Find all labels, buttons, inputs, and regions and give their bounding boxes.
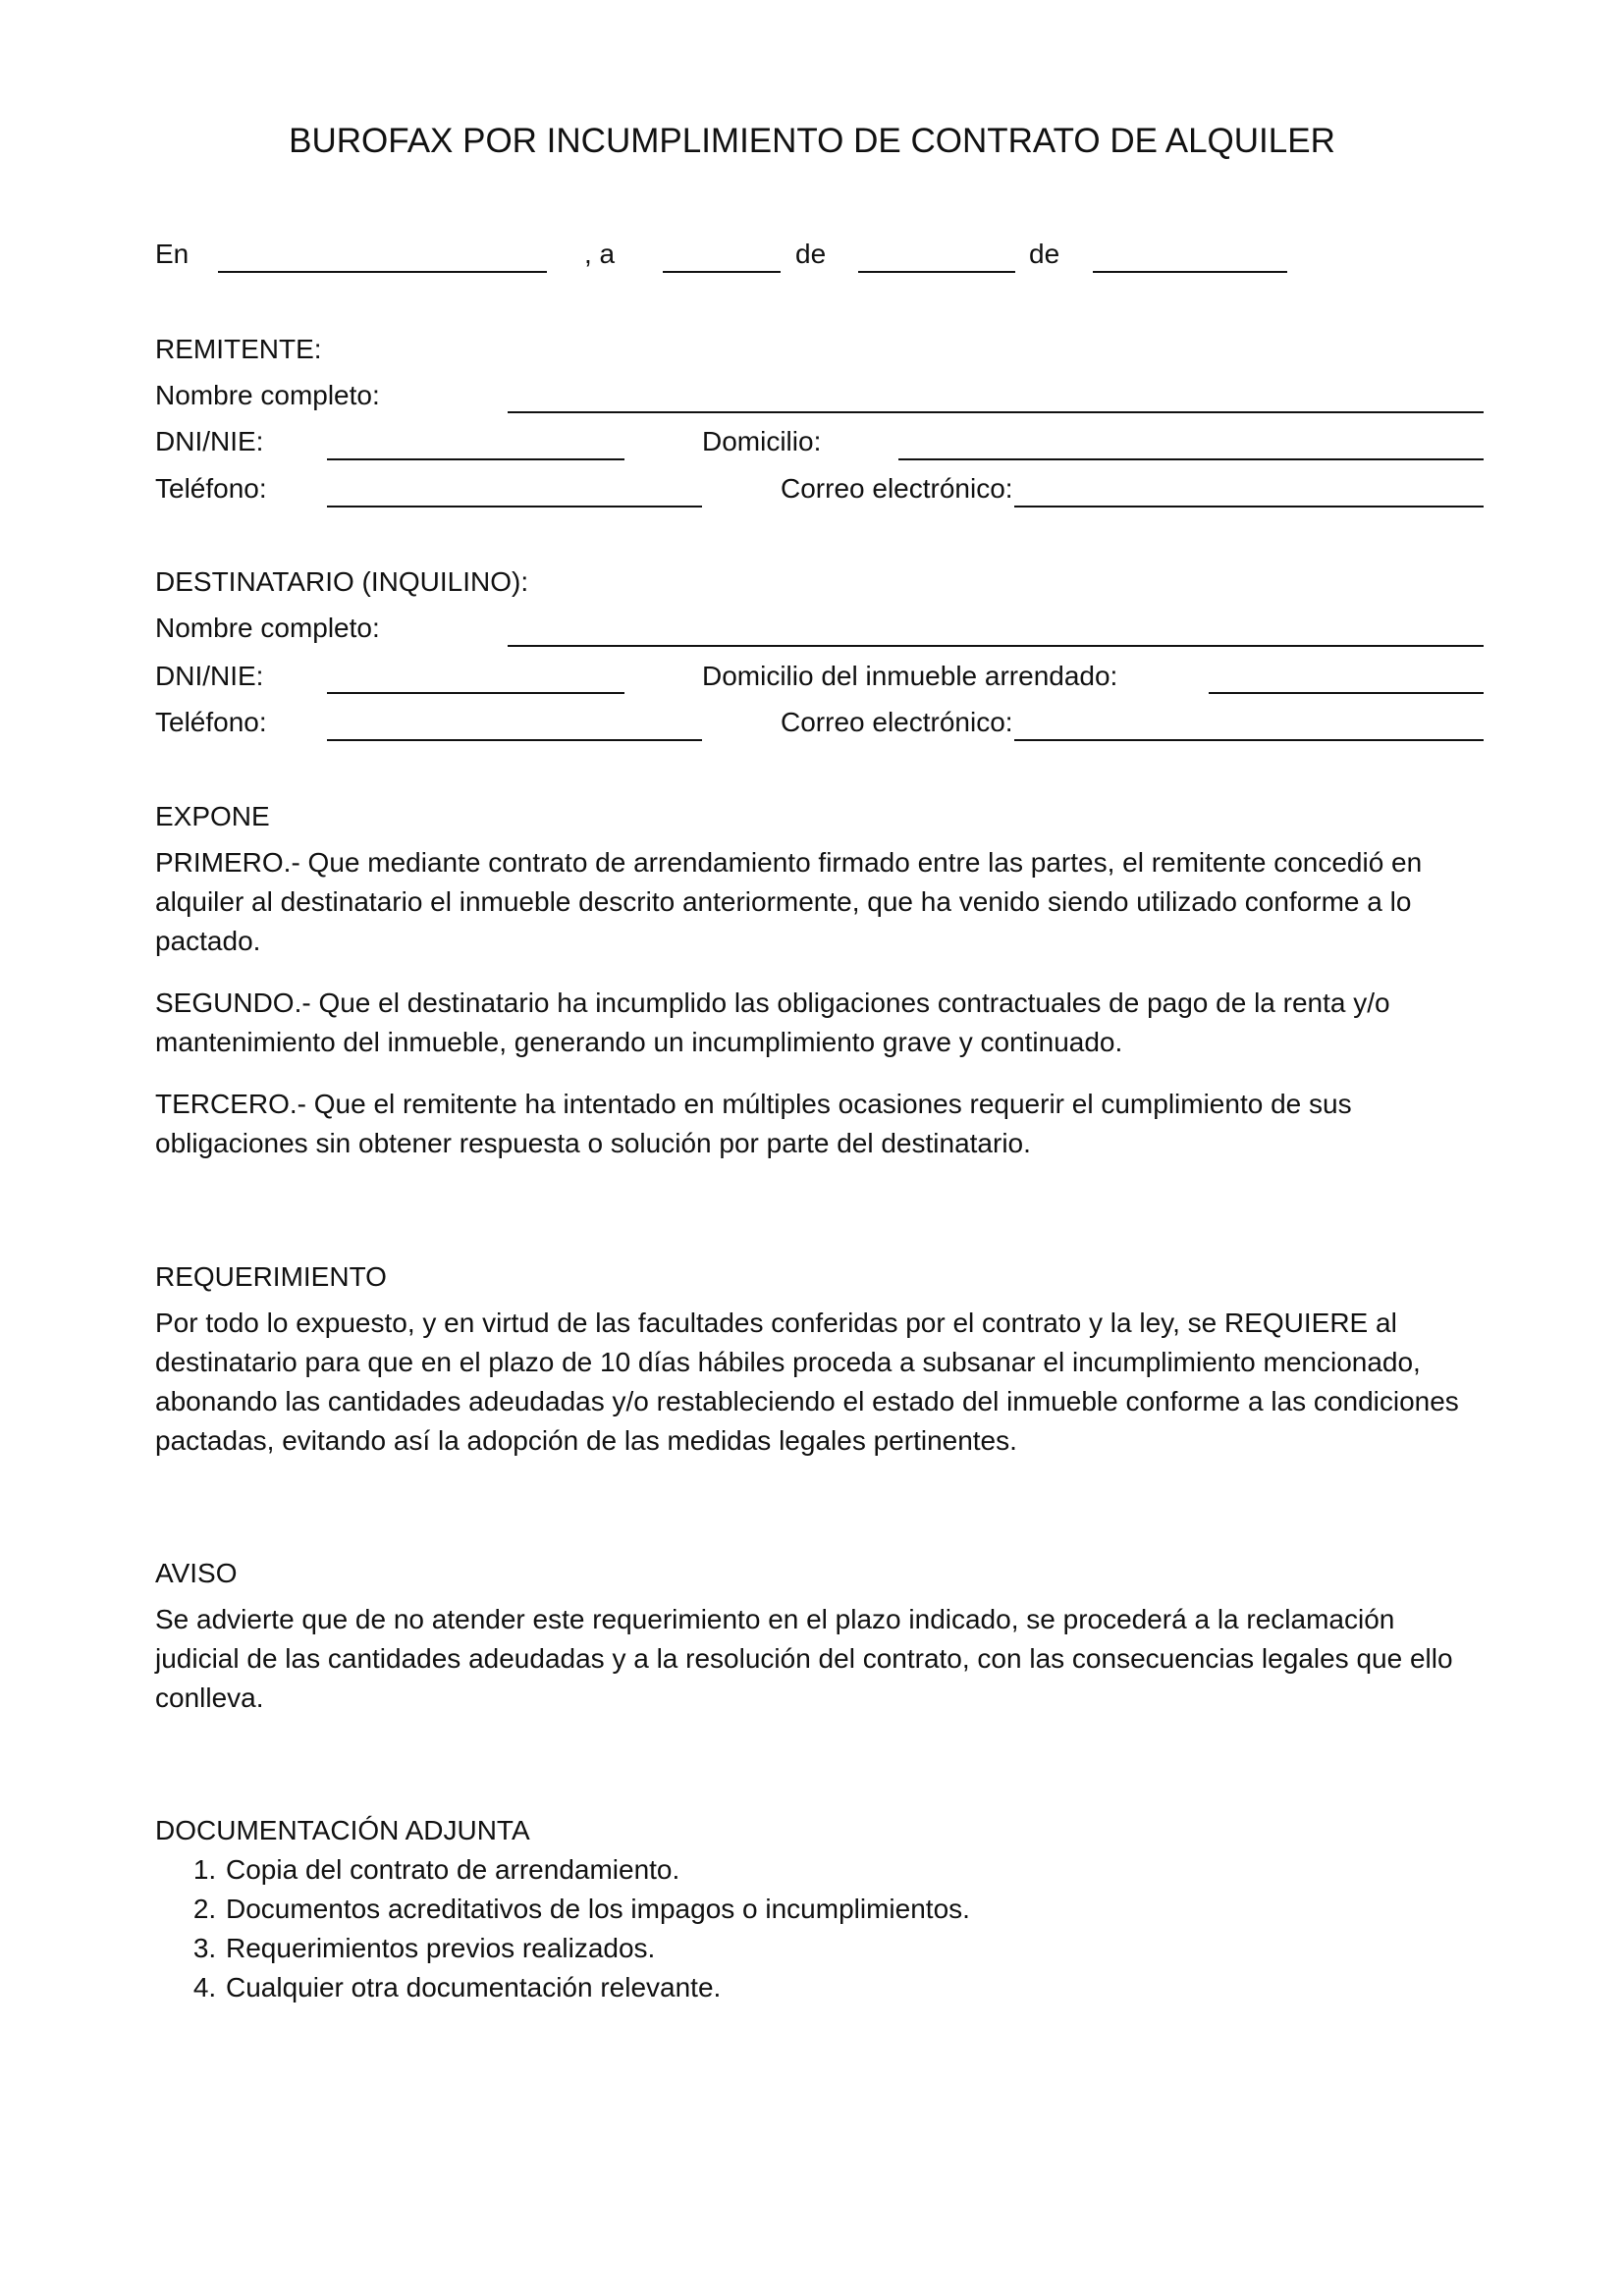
date-de-label-1: de <box>795 239 827 269</box>
remitente-nombre-field[interactable] <box>508 411 1484 413</box>
destinatario-correo-label: Correo electrónico: <box>781 707 1013 737</box>
remitente-dni-field[interactable] <box>327 458 624 460</box>
remitente-telefono-field[interactable] <box>327 506 702 507</box>
destinatario-telefono-field[interactable] <box>327 739 702 741</box>
document-title: BUROFAX POR INCUMPLIMIENTO DE CONTRATO DE ALQUILER <box>289 122 1335 160</box>
list-item: 3. Requerimientos previos realizados. <box>224 1929 970 1968</box>
place-field[interactable] <box>218 271 547 273</box>
destinatario-nombre-field[interactable] <box>508 645 1484 647</box>
destinatario-domicilio-label: Domicilio del inmueble arrendado: <box>702 661 1118 691</box>
list-item: 1. Copia del contrato de arrendamiento. <box>224 1850 970 1890</box>
remitente-heading: REMITENTE: <box>155 334 322 364</box>
date-a-label: , a <box>584 239 616 269</box>
aviso-text: Se advierte que de no atender este requerimiento en el plazo indicado, se procederá a la reclamación judicial de las cantidades adeudadas y a la resolución del contrato, con las consecuencias legales que ello conlleva. <box>155 1604 1453 1713</box>
date-en-label: En <box>155 239 189 269</box>
year-field[interactable] <box>1093 271 1287 273</box>
remitente-domicilio-label: Domicilio: <box>702 426 822 456</box>
destinatario-nombre-label: Nombre completo: <box>155 613 380 643</box>
day-field[interactable] <box>663 271 781 273</box>
documentacion-list <box>155 1850 970 2007</box>
remitente-correo-field[interactable] <box>1014 506 1484 507</box>
remitente-dni-label: DNI/NIE: <box>155 426 264 456</box>
list-item: 2. Documentos acreditativos de los impagos o incumplimientos. <box>224 1890 970 1929</box>
expone-segundo: SEGUNDO.- Que el destinatario ha incumplido las obligaciones contractuales de pago de la renta y/o mantenimiento del inmueble, generando un incumplimiento grave y continuado. <box>155 988 1390 1057</box>
requerimiento-text: Por todo lo expuesto, y en virtud de las facultades conferidas por el contrato y la ley, se REQUIERE al destinatario para que en el plazo de 10 días hábiles proceda a subsanar el incumplimiento mencionado, abonando las cantidades adeudadas y/o restableciendo el estado del inmueble conforme a las condiciones pactadas, evitando así la adopción de las medidas legales pertinentes. <box>155 1308 1459 1456</box>
expone-heading: EXPONE <box>155 801 270 831</box>
destinatario-correo-field[interactable] <box>1014 739 1484 741</box>
date-de-label-2: de <box>1029 239 1060 269</box>
aviso-heading: AVISO <box>155 1558 238 1588</box>
expone-tercero: TERCERO.- Que el remitente ha intentado en múltiples ocasiones requerir el cumplimiento de sus obligaciones sin obtener respuesta o solución por parte del destinatario. <box>155 1089 1352 1158</box>
list-item: 4. Cualquier otra documentación relevante. <box>224 1968 970 2007</box>
destinatario-domicilio-field[interactable] <box>1209 692 1484 694</box>
remitente-domicilio-field[interactable] <box>898 458 1484 460</box>
remitente-nombre-label: Nombre completo: <box>155 380 380 410</box>
destinatario-telefono-label: Teléfono: <box>155 707 267 737</box>
month-field[interactable] <box>858 271 1015 273</box>
destinatario-dni-field[interactable] <box>327 692 624 694</box>
destinatario-heading: DESTINATARIO (INQUILINO): <box>155 566 529 597</box>
requerimiento-heading: REQUERIMIENTO <box>155 1261 387 1292</box>
remitente-telefono-label: Teléfono: <box>155 473 267 504</box>
remitente-correo-label: Correo electrónico: <box>781 473 1013 504</box>
documentacion-heading: DOCUMENTACIÓN ADJUNTA <box>155 1815 530 1845</box>
destinatario-dni-label: DNI/NIE: <box>155 661 264 691</box>
expone-primero: PRIMERO.- Que mediante contrato de arrendamiento firmado entre las partes, el remitente concedió en alquiler al destinatario el inmueble descrito anteriormente, que ha venido siendo utilizado conforme a lo pactado. <box>155 847 1423 956</box>
